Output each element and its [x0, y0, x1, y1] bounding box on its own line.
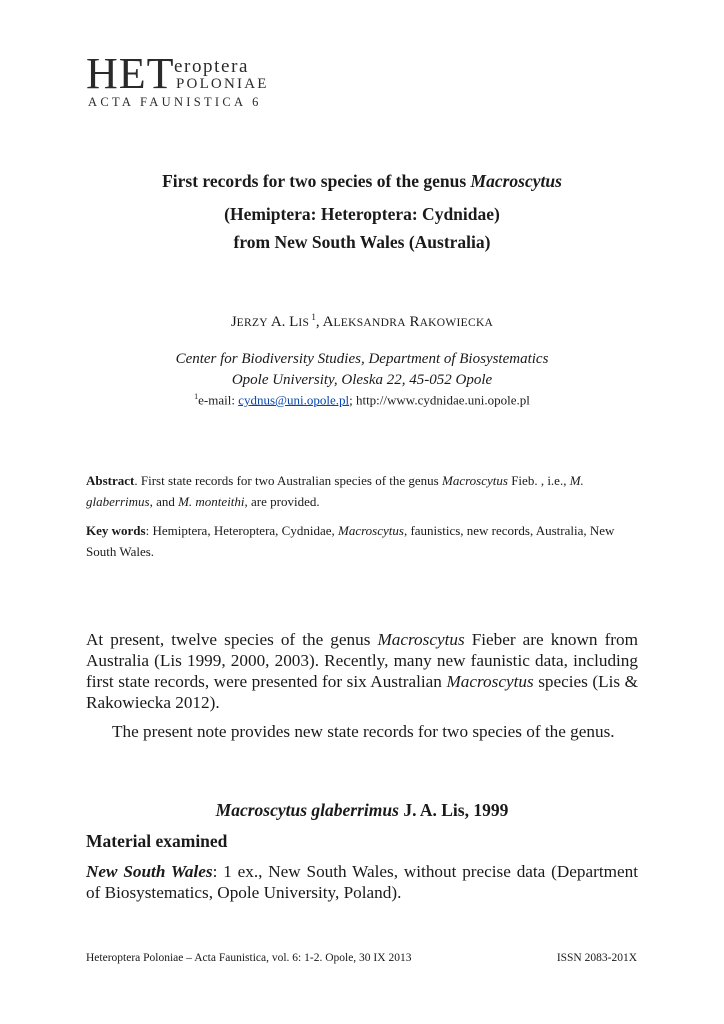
- intro-text: Fieber are known from Australia (Lis 1999, 2000, 2003). Recently, many new faunistic data, including first state records, were presented for six Australian: [86, 630, 638, 691]
- material-region: New South Wales: [86, 862, 213, 881]
- intro-paragraph-1: [86, 629, 638, 713]
- footer-citation: Heteroptera Poloniae – Acta Faunistica, vol. 6: 1-2. Opole, 30 IX 2013: [86, 952, 412, 964]
- material-examined-heading: Material examined: [86, 831, 228, 851]
- keywords-label: Key words: [86, 523, 146, 538]
- author-1-affiliation-marker: 1: [309, 312, 316, 322]
- keywords: [86, 520, 640, 562]
- species-heading: [0, 800, 724, 821]
- affiliation-line-1: Center for Biodiversity Studies, Department of Biosystematics: [175, 351, 549, 367]
- author-1-last-initial: L: [289, 314, 299, 330]
- keywords-text: : Hemiptera, Heteroptera, Cydnidae,: [145, 523, 338, 538]
- author-1-middle: A.: [267, 314, 290, 330]
- logo-eroptera: eroptera: [174, 56, 250, 77]
- abstract-species-2: M. monteithi: [178, 494, 245, 509]
- paper-title-line-1: [0, 170, 724, 192]
- logo-acta-faunistica: ACTA FAUNISTICA 6: [88, 95, 262, 109]
- abstract-genus: Macroscytus: [442, 473, 508, 488]
- title-text: First records for two species of the genus: [162, 171, 471, 191]
- intro-genus: Macroscytus: [446, 672, 534, 691]
- abstract-text: , and: [149, 494, 179, 509]
- keywords-text: , faunistics, new records, Australia, New South Wales.: [86, 523, 615, 559]
- author-1-last-rest: IS: [298, 317, 310, 329]
- abstract-text: , are provided.: [244, 494, 320, 509]
- intro-genus: Macroscytus: [377, 630, 465, 649]
- abstract-label: Abstract: [86, 473, 135, 488]
- logo-het: HET: [86, 49, 175, 98]
- authors-line: [0, 312, 724, 331]
- author-2-last-rest: AKOWIECKA: [419, 317, 494, 329]
- contact-line: [0, 392, 724, 408]
- logo-poloniae: POLONIAE: [176, 76, 269, 92]
- author-1-first-rest: ERZY: [236, 317, 268, 329]
- author-2-last-initial: R: [409, 314, 420, 330]
- affiliation-line-2: Opole University, Oleska 22, 45-052 Opole: [231, 372, 493, 388]
- author-1-first-initial: J: [230, 314, 237, 330]
- author-2-first-rest: LEKSANDRA: [333, 317, 406, 329]
- intro-paragraph-2: The present note provides new state records for two species of the genus.: [112, 722, 615, 741]
- author-2-first-initial: A: [322, 314, 334, 330]
- title-genus: Macroscytus: [470, 171, 562, 191]
- website-text: ; http://www.cydnidae.uni.opole.pl: [349, 392, 530, 408]
- abstract-text: Fieb. , i.e.,: [507, 473, 570, 488]
- email-marker: 1: [194, 392, 199, 401]
- email-label: e-mail:: [198, 392, 239, 408]
- email-link[interactable]: cydnus@uni.opole.pl: [238, 392, 350, 408]
- paper-title-line-2: (Hemiptera: Heteroptera: Cydnidae): [224, 204, 500, 224]
- species-author: J. A. Lis, 1999: [398, 800, 509, 820]
- author-separator: ,: [315, 314, 323, 330]
- species-name: Macroscytus glaberrimus: [215, 800, 399, 820]
- abstract-text: . First state records for two Australian species of the genus: [134, 473, 442, 488]
- keywords-genus: Macroscytus: [338, 523, 404, 538]
- abstract: [86, 470, 640, 512]
- material-text: : 1 ex., New South Wales, without precise data (Department of Biosystematics, Opole University, Poland).: [86, 862, 638, 902]
- intro-text: species (Lis & Rakowiecka 2012).: [86, 672, 638, 712]
- intro-text: At present, twelve species of the genus: [86, 630, 378, 649]
- journal-logo: [86, 49, 286, 114]
- footer-issn: ISSN 2083-201X: [556, 952, 637, 964]
- material-record: [86, 861, 638, 903]
- paper-title-line-3: from New South Wales (Australia): [233, 232, 491, 252]
- abstract-species-1: M. glaberrimus: [86, 473, 584, 509]
